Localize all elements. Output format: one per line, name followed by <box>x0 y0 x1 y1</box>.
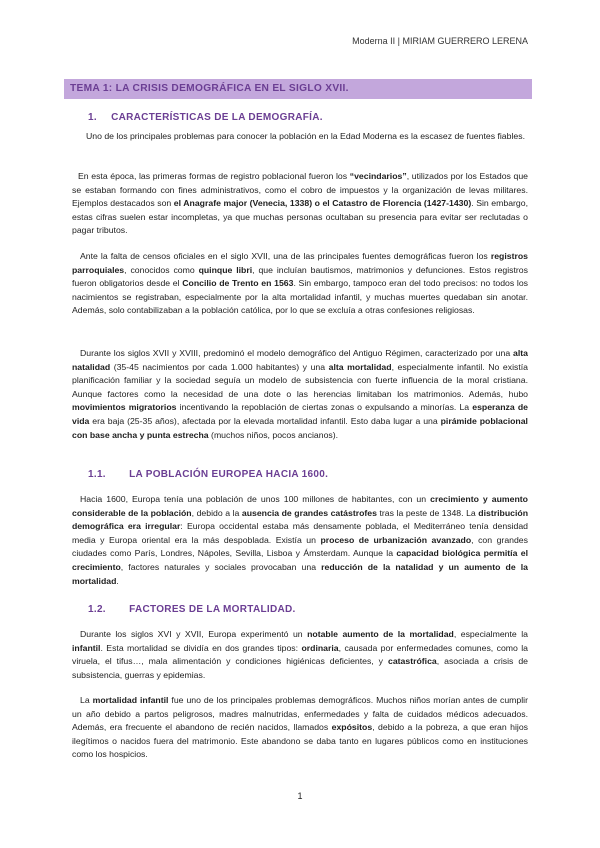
section-number: 1. <box>88 112 97 123</box>
text-run: . Esta mortalidad se dividía en dos grandes tipos: <box>100 642 302 653</box>
paragraph-6 <box>72 628 528 682</box>
text-run: , especialmente infantil. No existía planificación familiar y la sociedad seguía un modelo de subsistencia con fuerte influencia de la moral cristiana. Aunque factores como la necesidad de una dote o las herencias limitaban los matrimonios. Además, hubo <box>72 361 528 399</box>
paragraph-4 <box>72 347 528 442</box>
text-run: Hacia 1600, Europa tenía una población de unos 100 millones de habitantes, con un <box>80 494 431 504</box>
paragraph-5 <box>72 493 528 588</box>
text-run: Ante la falta de censos oficiales en el siglo XVII, una de las principales fuentes demográficas fueron los <box>80 251 491 261</box>
text-run: Durante los siglos XVI y XVII, Europa experimentó un <box>80 629 308 639</box>
text-run: , factores naturales y sociales provocaban una <box>120 561 322 572</box>
bold-run: el Anagrafe major (Venecia, 1338) o el Catastro de Florencia (1427-1430) <box>173 198 472 209</box>
page-number: 1 <box>297 791 303 801</box>
bold-run: distribución demográfica era irregular <box>72 507 529 532</box>
section-number: 1.1. <box>88 469 106 480</box>
section-heading-1-1 <box>88 469 328 480</box>
text-run: Uno de los principales problemas para conocer la población en la Edad Moderna es la escasez de fuentes fiables. <box>86 131 525 141</box>
bold-run: expósitos <box>331 722 373 733</box>
bold-run: pirámide poblacional con base ancha y punta estrecha <box>72 415 528 440</box>
text-run: , que incluían bautismos, matrimonios y defunciones. Estos registros fueron obligatorios desde el <box>72 264 528 289</box>
bold-run: notable aumento de la mortalidad <box>307 629 454 639</box>
bold-run: infantil <box>72 642 101 653</box>
bold-run: quinque libri <box>198 264 253 275</box>
bold-run: mortalidad infantil <box>92 695 169 705</box>
text-run: (muchos niños, pocos ancianos). <box>208 429 339 440</box>
text-run: , con grandes ciudades como París, Londres, Nápoles, Sevilla, Lisboa y Ámsterdam. Aunque la <box>72 534 528 559</box>
text-run: (35-45 nacimientos por cada 1.000 habitantes) y una <box>110 361 329 372</box>
bold-run: registros parroquiales <box>72 251 528 275</box>
bold-run: alta natalidad <box>72 348 528 372</box>
text-run: : Europa occidental estaba más densamente poblada, el Mediterráneo tenía densidad media y Europa oriental era la más despoblada. Existía un <box>72 521 528 545</box>
bold-run: ausencia de grandes catástrofes <box>241 507 377 518</box>
text-run: , conocidos como <box>124 264 199 275</box>
text-run: Durante los siglos XVII y XVIII, predominó el modelo demográfico del Antiguo Régimen, caracterizado por una <box>80 348 514 358</box>
paragraph-3 <box>72 250 528 318</box>
bold-run: alta mortalidad <box>328 361 392 372</box>
text-run: , debido a la <box>191 507 242 518</box>
text-run: era baja (25-35 años), afectada por la elevada mortalidad infantil. Esto daba lugar a una <box>89 415 441 426</box>
page-header: Moderna II | MIRIAM GUERRERO LERENA <box>352 36 528 46</box>
section-title: CARACTERÍSTICAS DE LA DEMOGRAFÍA. <box>111 112 323 123</box>
text-run: La <box>80 695 93 705</box>
bold-run: Concilio de Trento en 1563 <box>182 278 294 289</box>
chapter-title: TEMA 1: LA CRISIS DEMOGRÁFICA EN EL SIGLO XVII. <box>64 79 532 99</box>
bold-run: proceso de urbanización avanzado <box>320 534 472 545</box>
section-title: LA POBLACIÓN EUROPEA HACIA 1600. <box>129 469 329 480</box>
section-heading-1 <box>88 112 323 123</box>
text-run: . <box>116 575 119 586</box>
text-run: , asociada a crisis de subsistencia, guerras y epidemias. <box>72 656 529 680</box>
text-run: incentivando la repoblación de ciertas zonas o expulsando a minorías. La <box>176 402 473 413</box>
text-run: , debido a la pobreza, a que eran hijos ilegítimos o nacidos fuera del matrimonio. Este abandono se daba tanto en lugares públicos como en instituciones como los hospicios. <box>72 722 528 760</box>
text-run: En esta época, las primeras formas de registro poblacional fueron los <box>78 171 350 181</box>
section-title: FACTORES DE LA MORTALIDAD. <box>129 604 296 615</box>
text-run: , utilizados por los Estados que se estaban formando con fines administrativos, como el cobro de impuestos y la organización de levas militares. Ejemplos destacados son <box>72 171 529 209</box>
bold-run: reducción de la natalidad y un aumento de la mortalidad <box>72 561 528 586</box>
paragraph-2 <box>72 170 528 238</box>
paragraph-1 <box>72 130 528 144</box>
section-number: 1.2. <box>88 604 106 615</box>
text-run: . Sin embargo, estas cifras suelen estar incompletas, ya que muchas personas ocultaban su presencia para evitar ser reclutadas o pagar tributos. <box>72 198 528 236</box>
bold-run: crecimiento y aumento considerable de la población <box>72 494 528 518</box>
paragraph-7 <box>72 694 528 762</box>
bold-run: “vecindarios” <box>349 171 407 181</box>
bold-run: capacidad biológica permitía el crecimiento <box>72 548 528 572</box>
bold-run: catastrófica <box>387 656 437 667</box>
text-run: tras la peste de 1348. La <box>376 507 479 518</box>
text-run: , especialmente la <box>453 629 528 639</box>
text-run: . Sin embargo, tampoco eran del todo precisos: no todos los nacimientos se registraban, especialmente por la alta mortalidad infantil, y muchas muertes quedaban sin anotar. Además, solo contabilizaban a la población católica, por lo que se excluía a otras confesiones religiosas. <box>72 278 528 316</box>
text-run: , causada por enfermedades comunes, como la viruela, el tifus…, mala alimentación y condiciones higiénicas deficientes, y <box>72 642 528 667</box>
section-heading-1-2 <box>88 604 296 615</box>
bold-run: esperanza de vida <box>72 402 528 426</box>
text-run: fue uno de los principales problemas demográficos. Muchos niños morían antes de cumplir un año debido a partos peligrosos, madres malnutridas, enfermedades y falta de cuidados médicos adecuados. Además, era frecuente el abandono de recién nacidos, llamados <box>72 695 529 733</box>
bold-run: movimientos migratorios <box>72 402 177 413</box>
bold-run: ordinaria <box>301 642 339 653</box>
